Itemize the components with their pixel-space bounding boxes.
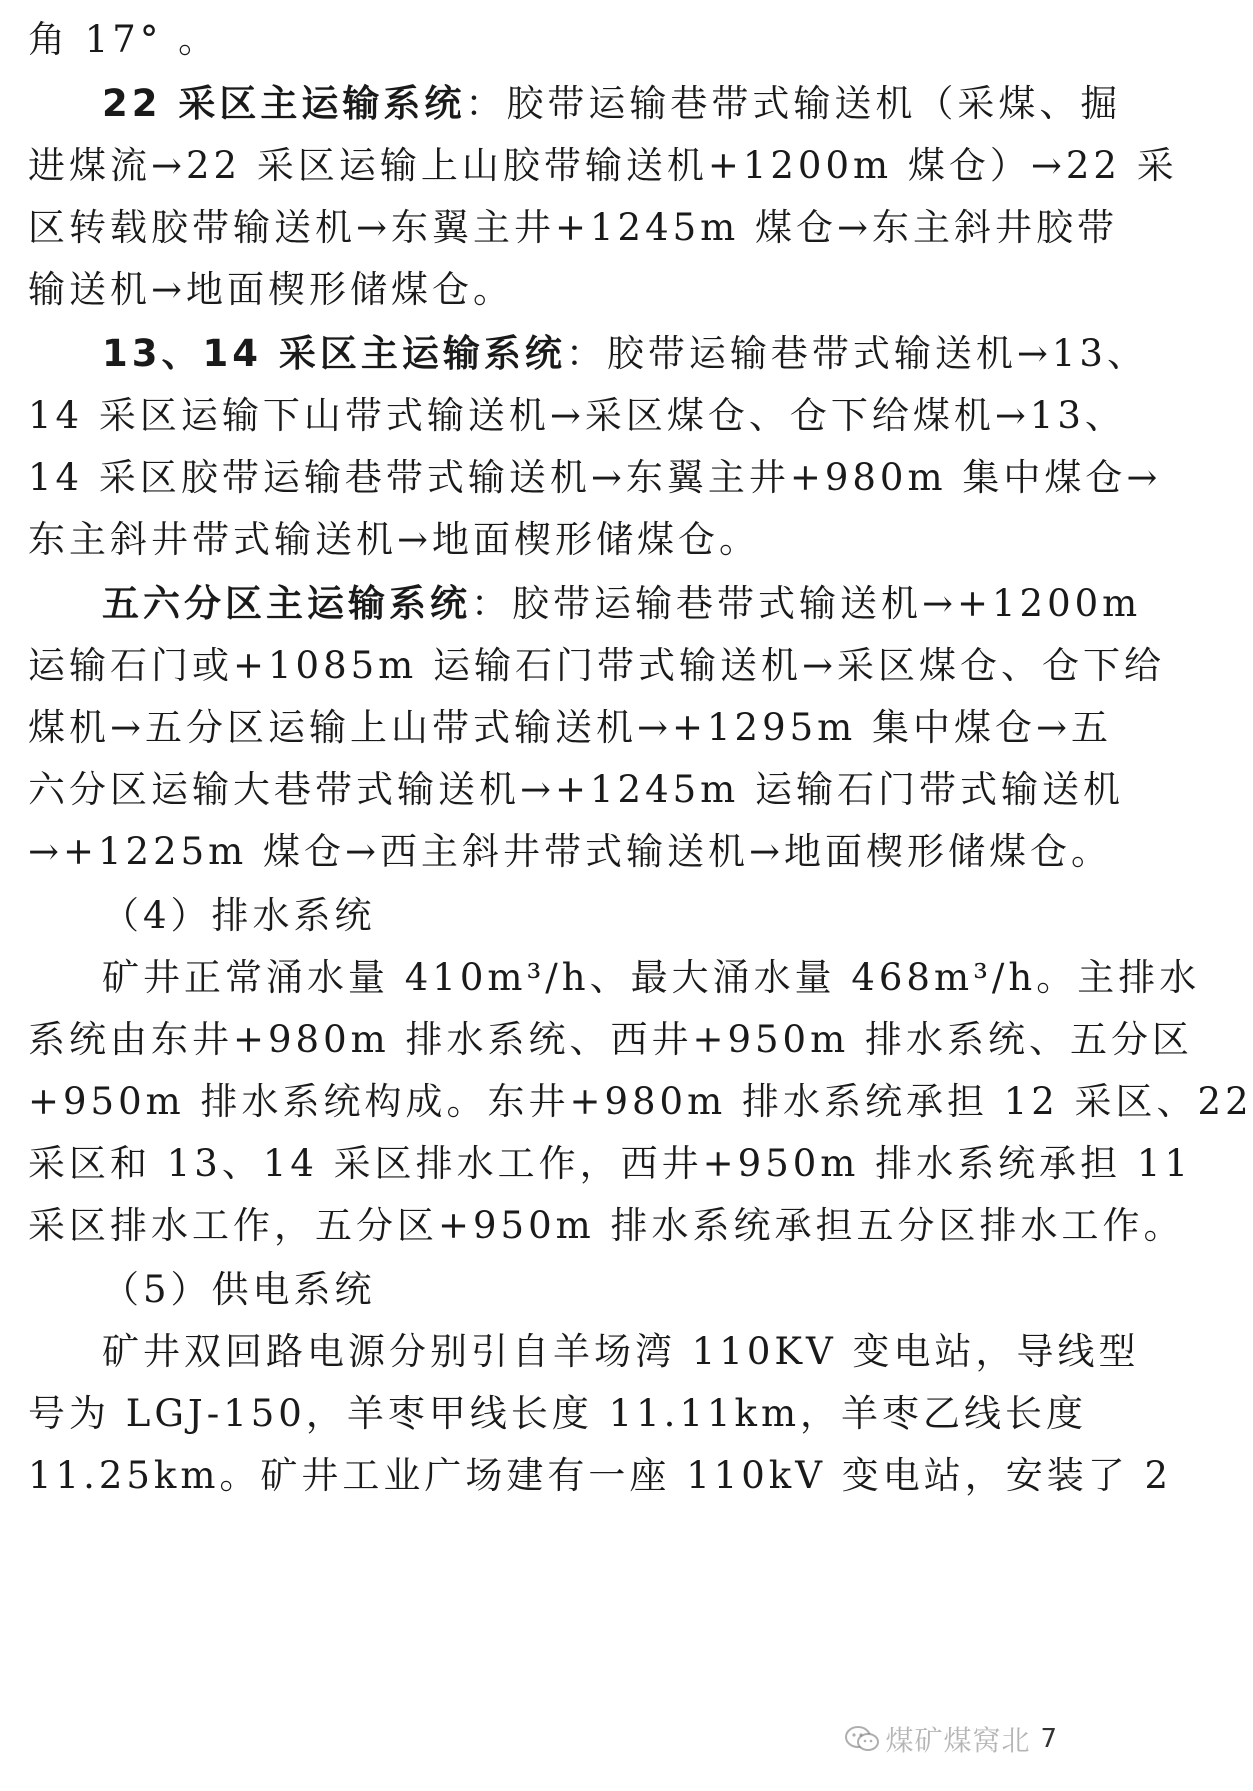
subsection-heading: （4）排水系统 — [102, 894, 376, 937]
text-line: 系统由东井+980m 排水系统、西井+950m 排水系统、五分区 — [28, 1018, 1193, 1061]
text-line: 22 采区主运输系统：胶带运输巷带式输送机（采煤、掘 — [102, 82, 1122, 125]
watermark — [845, 1719, 1058, 1759]
text-line: 角 17° 。 — [28, 18, 220, 61]
text-line: 11.25km。矿井工业广场建有一座 110kV 变电站，安装了 2 — [28, 1454, 1173, 1497]
subsection-heading: （5）供电系统 — [102, 1268, 376, 1311]
text-line: 采区和 13、14 采区排水工作，西井+950m 排水系统承担 11 — [28, 1142, 1192, 1185]
section-heading: 13、14 采区主运输系统 — [102, 332, 566, 375]
text-line: 六分区运输大巷带式输送机→+1245m 运输石门带式输送机 — [28, 768, 1125, 811]
text-line: 号为 LGJ-150，羊枣甲线长度 11.11km，羊枣乙线长度 — [28, 1392, 1088, 1435]
text-line: 运输石门或+1085m 运输石门带式输送机→采区煤仓、仓下给 — [28, 644, 1166, 687]
wechat-icon — [845, 1725, 879, 1753]
page-number: 7 — [1040, 1724, 1058, 1754]
text-line: →+1225m 煤仓→西主斜井带式输送机→地面楔形储煤仓。 — [28, 830, 1113, 873]
text-line: 14 采区运输下山带式输送机→采区煤仓、仓下给煤机→13、 — [28, 394, 1126, 437]
text-line: 输送机→地面楔形储煤仓。 — [28, 268, 515, 311]
text-line: 东主斜井带式输送机→地面楔形储煤仓。 — [28, 518, 761, 561]
text-line: 煤机→五分区运输上山带式输送机→+1295m 集中煤仓→五 — [28, 706, 1113, 749]
text-line: 14 采区胶带运输巷带式输送机→东翼主井+980m 集中煤仓→ — [28, 456, 1162, 499]
text-line: 区转载胶带输送机→东翼主井+1245m 煤仓→东主斜井胶带 — [28, 206, 1119, 249]
section-heading: 22 采区主运输系统 — [102, 82, 466, 125]
text-line: 矿井正常涌水量 410m³/h、最大涌水量 468m³/h。主排水 — [102, 956, 1201, 999]
section-heading: 五六分区主运输系统 — [102, 582, 471, 625]
text-line: 进煤流→22 采区运输上山胶带输送机+1200m 煤仓）→22 采 — [28, 144, 1178, 187]
text-line: 五六分区主运输系统：胶带运输巷带式输送机→+1200m — [102, 582, 1142, 625]
text-line: 采区排水工作，五分区+950m 排水系统承担五分区排水工作。 — [28, 1204, 1185, 1247]
text-line: 13、14 采区主运输系统：胶带运输巷带式输送机→13、 — [102, 332, 1148, 375]
text-line: +950m 排水系统构成。东井+980m 排水系统承担 12 采区、22 — [28, 1080, 1253, 1123]
text-line: 矿井双回路电源分别引自羊场湾 110KV 变电站，导线型 — [102, 1330, 1140, 1373]
watermark-text: 煤矿煤窝北 — [885, 1724, 1031, 1757]
